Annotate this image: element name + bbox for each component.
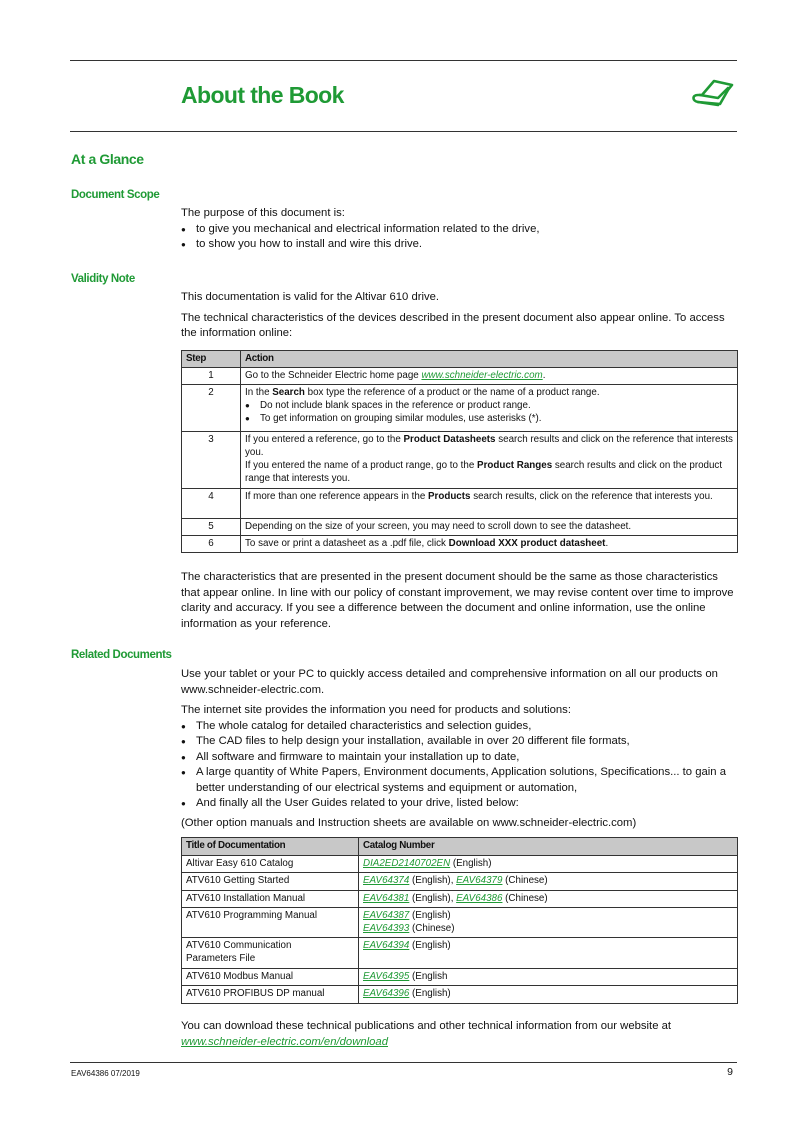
documents-table (181, 837, 738, 1004)
text: To save or print a datasheet as a .pdf file, click (245, 538, 449, 549)
step-number: 5 (182, 519, 241, 536)
language: (Chinese) (502, 875, 548, 886)
bold-text: Product Datasheets (403, 434, 496, 445)
website-link[interactable]: www.schneider-electric.com (421, 370, 543, 381)
document-title: ATV610 Communication Parameters File (182, 938, 359, 969)
list-item: ● A large quantity of White Papers, Environment documents, Application solutions, Specifications... to gain a better understanding of our electrical systems and equipment or automation, (181, 765, 737, 796)
document-title: ATV610 PROFIBUS DP manual (182, 986, 359, 1004)
catalog-link[interactable]: EAV64395 (363, 971, 410, 982)
table-row (182, 873, 738, 891)
title-rule (70, 131, 737, 132)
document-title: ATV610 Getting Started (182, 873, 359, 891)
catalog-link[interactable]: EAV64387 (363, 910, 410, 921)
document-title: ATV610 Programming Manual (182, 908, 359, 938)
language: (English) (409, 940, 451, 951)
step-action (241, 368, 738, 385)
catalog-link[interactable]: EAV64374 (363, 875, 410, 886)
list-item: ● Do not include blank spaces in the reference or product range. (245, 399, 733, 412)
list-item: ● The whole catalog for detailed characteristics and selection guides, (181, 719, 737, 735)
table-row (182, 368, 738, 385)
validity-closing (181, 570, 737, 637)
paragraph: The internet site provides the information you need for products and solutions: (181, 704, 571, 716)
table-row (182, 891, 738, 908)
text: search results and click on the product range that interests you. (245, 460, 723, 484)
text: box type the reference of a product or the name of a product range. (304, 387, 600, 398)
language: (English) (409, 910, 451, 921)
catalog-number (359, 873, 738, 891)
table-row (182, 908, 738, 938)
list-item: ● All software and firmware to maintain your installation up to date, (181, 750, 737, 766)
paragraph: This documentation is valid for the Altivar 610 drive. (181, 291, 440, 303)
language: (English (409, 971, 448, 982)
footer-rule (70, 1062, 737, 1063)
section-heading: At a Glance (71, 151, 144, 167)
step-action (241, 432, 738, 489)
language: (English), (409, 893, 457, 904)
table-row (182, 986, 738, 1004)
catalog-number (359, 891, 738, 908)
document-title: ATV610 Modbus Manual (182, 969, 359, 986)
catalog-number (359, 969, 738, 986)
text: search results, click on the reference that interests you. (470, 491, 713, 502)
table-row (182, 856, 738, 873)
step-action: Depending on the size of your screen, you may need to scroll down to see the datasheet. (241, 519, 738, 536)
paragraph: (Other option manuals and Instruction sheets are available on www.schneider-electric.com) (181, 816, 637, 829)
step-number: 6 (182, 536, 241, 553)
subsection-heading: Related Documents (71, 649, 172, 661)
catalog-number (359, 856, 738, 873)
column-header: Catalog Number (359, 838, 738, 856)
step-number: 2 (182, 385, 241, 432)
catalog-link[interactable]: EAV64396 (363, 988, 410, 999)
step-number: 3 (182, 432, 241, 489)
list-item: ● to show you how to install and wire this drive. (181, 237, 737, 253)
text: . (605, 538, 609, 549)
catalog-link[interactable]: DIA2ED2140702EN (363, 858, 451, 869)
catalog-number (359, 938, 738, 969)
bold-text: Products (428, 491, 471, 502)
catalog-number (359, 986, 738, 1004)
text: In the (245, 387, 273, 398)
paragraph: Use your tablet or your PC to quickly access detailed and comprehensive information on all our products on www.schneider-electric.com. (181, 668, 718, 696)
step-action (241, 489, 738, 519)
document-title: Altivar Easy 610 Catalog (182, 856, 359, 873)
catalog-link[interactable]: EAV64386 (456, 893, 503, 904)
catalog-link[interactable]: EAV64379 (456, 875, 503, 886)
text: Go to the Schneider Electric home page (245, 370, 422, 381)
book-icon (688, 76, 736, 112)
step-action (241, 385, 738, 432)
table-row (182, 489, 738, 519)
list-item: ● To get information on grouping similar modules, use asterisks (*). (245, 412, 733, 425)
scope-list (181, 222, 737, 253)
column-header: Action (241, 351, 738, 368)
table-row (182, 536, 738, 553)
related-text (181, 667, 737, 836)
step-number: 1 (182, 368, 241, 385)
page-title: About the Book (181, 82, 344, 108)
text: If you entered the name of a product range, go to the (245, 460, 478, 471)
catalog-number (359, 908, 738, 938)
language: (English) (409, 988, 451, 999)
validity-text (181, 290, 737, 347)
table-row (182, 938, 738, 969)
bold-text: Product Ranges (477, 460, 553, 471)
header-rule (70, 60, 737, 61)
catalog-link[interactable]: EAV64393 (363, 923, 410, 934)
paragraph: The characteristics that are presented in the present document should be the same as those characteristics that appear online. In line with our policy of constant improvement, we may revise content over time to improve clarity and accuracy. If you see a difference between the document and online information, use the online information as your reference. (181, 571, 734, 630)
catalog-link[interactable]: EAV64394 (363, 940, 410, 951)
list-item: ● to give you mechanical and electrical information related to the drive, (181, 222, 737, 238)
bold-text: Search (272, 387, 305, 398)
paragraph: The technical characteristics of the devices described in the present document also appear online. To access the information online: (181, 311, 725, 339)
scope-intro: The purpose of this document is: (181, 207, 345, 219)
table-row (182, 519, 738, 536)
steps-table (181, 350, 738, 553)
text: If more than one reference appears in the (245, 491, 428, 502)
text: search results and click on the reference that interests you. (245, 434, 733, 458)
step-action (241, 536, 738, 553)
catalog-link[interactable]: EAV64381 (363, 893, 410, 904)
paragraph: You can download these technical publications and other technical information from our website at (181, 1020, 672, 1032)
page-number: 9 (727, 1066, 733, 1078)
download-text (181, 1019, 737, 1050)
text: If you entered a reference, go to the (245, 434, 404, 445)
text: . (542, 370, 546, 381)
column-header: Title of Documentation (182, 838, 359, 856)
subsection-heading: Document Scope (71, 189, 160, 201)
step-list (245, 399, 733, 425)
footer-doc-number: EAV64386 07/2019 (71, 1069, 140, 1078)
related-list (181, 719, 737, 812)
scope-text (181, 206, 737, 253)
language: (Chinese) (409, 923, 455, 934)
list-item: ● The CAD files to help design your installation, available in over 20 different file formats, (181, 734, 737, 750)
table-row (182, 432, 738, 489)
subsection-heading: Validity Note (71, 273, 135, 285)
language: (English), (409, 875, 457, 886)
language: (Chinese) (502, 893, 548, 904)
language: (English) (450, 858, 492, 869)
table-row (182, 385, 738, 432)
column-header: Step (182, 351, 241, 368)
list-item: ● And finally all the User Guides related to your drive, listed below: (181, 796, 737, 812)
download-link[interactable]: www.schneider-electric.com/en/download (181, 1035, 389, 1048)
bold-text: Download XXX product datasheet (448, 538, 606, 549)
document-title: ATV610 Installation Manual (182, 891, 359, 908)
table-row (182, 969, 738, 986)
step-number: 4 (182, 489, 241, 519)
